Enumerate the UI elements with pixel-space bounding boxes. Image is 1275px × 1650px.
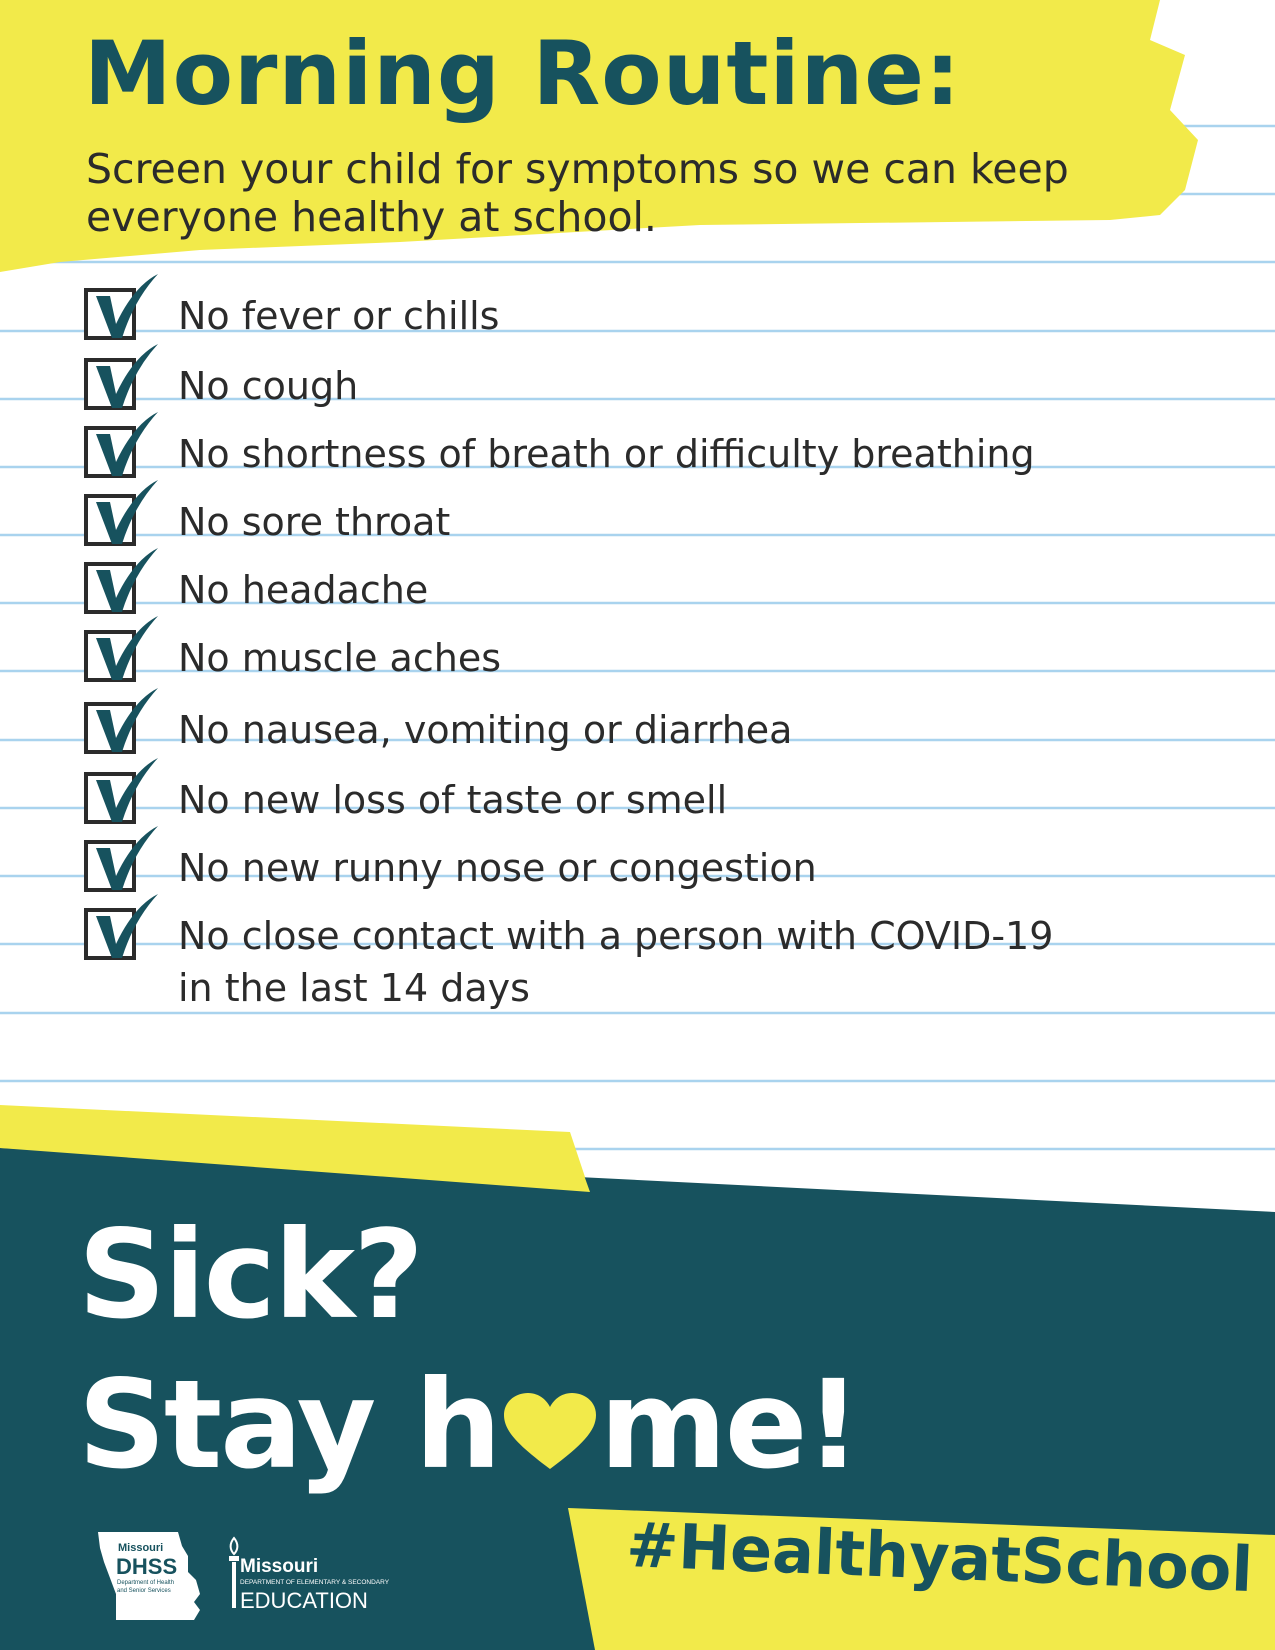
checklist-item-label: No shortness of breath or difficulty breathing [178,432,1035,476]
dese-state: Missouri [240,1556,319,1577]
checklist-item-label: No sore throat [178,500,451,544]
headline-line2-end: me! [599,1354,860,1496]
dese-name: EDUCATION [240,1588,368,1613]
dhss-state: Missouri [118,1542,164,1554]
dhss-logo [96,1528,206,1623]
checklist-item-label: No muscle aches [178,636,501,680]
dhss-abbr: DHSS [116,1554,178,1579]
headline-line2-start: Stay h [78,1354,500,1496]
page-subtitle: Screen your child for symptoms so we can keep everyone healthy at school. [86,145,1069,241]
checklist-item-label: No cough [178,364,359,408]
dese-dept: DEPARTMENT OF ELEMENTARY & SECONDARY [240,1579,390,1586]
checklist-item-label: No nausea, vomiting or diarrhea [178,708,793,752]
page-title: Morning Routine: [84,22,962,125]
hashtag-text: #HealthyatSchool [625,1508,1255,1607]
checklist-item-label: No new loss of taste or smell [178,778,728,822]
checklist-item-label: No headache [178,568,429,612]
checklist-item-label: No fever or chills [178,294,500,338]
dese-logo [224,1536,424,1616]
dhss-line1: Department of Health [117,1580,175,1586]
checklist-item-label: No close contact with a person with COVID-19 [178,914,1054,958]
checklist-item-label: No new runny nose or congestion [178,846,817,890]
dhss-line2: and Senior Services [117,1588,171,1594]
headline-line1: Sick? [78,1204,422,1346]
checklist-item-label-line2: in the last 14 days [178,966,530,1010]
